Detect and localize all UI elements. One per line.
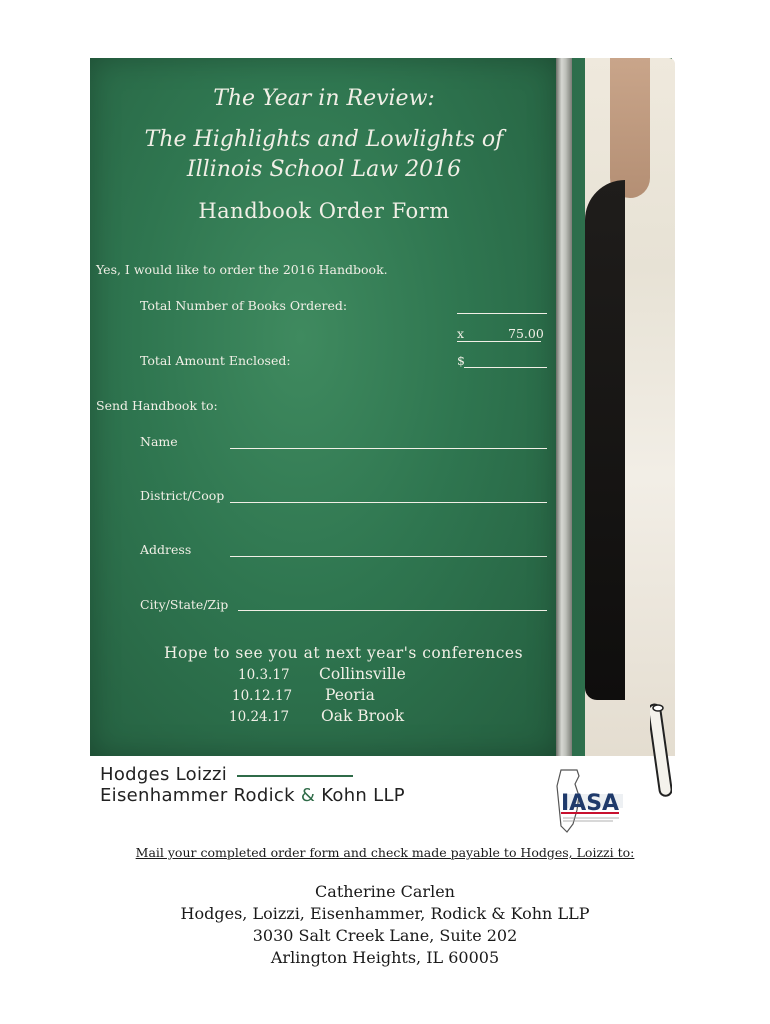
conference-city: Collinsville xyxy=(319,665,406,683)
conference-city: Peoria xyxy=(325,686,375,704)
firm-logo-name-b: Kohn LLP xyxy=(315,785,405,806)
firm-logo-line2 xyxy=(100,785,405,806)
conference-date: 10.3.17 xyxy=(238,667,290,683)
firm-logo-line1: Hodges Loizzi xyxy=(100,764,228,785)
person-hair xyxy=(585,180,625,700)
address-label: Address xyxy=(140,542,192,557)
iasa-logo-icon xyxy=(553,766,625,836)
iasa-logo-text: IASA xyxy=(561,791,620,816)
firm-logo-ampersand: & xyxy=(300,785,316,806)
recipient-company: Hodges, Loizzi, Eisenhammer, Rodick & Kohn LLP xyxy=(180,904,590,923)
conference-date: 10.12.17 xyxy=(232,688,293,704)
send-to-label: Send Handbook to: xyxy=(96,398,218,413)
total-books-label: Total Number of Books Ordered: xyxy=(140,298,348,313)
flyer-subtitle-line1: The Highlights and Lowlights of xyxy=(144,127,504,152)
unit-price: 75.00 xyxy=(508,326,544,341)
multiplier-sign: x xyxy=(457,326,465,341)
recipient-name: Catherine Carlen xyxy=(315,882,455,901)
recipient-street: 3030 Salt Creek Lane, Suite 202 xyxy=(252,926,518,945)
person-neck xyxy=(610,58,650,198)
flyer-title: The Year in Review: xyxy=(213,86,435,111)
chalk-icon xyxy=(650,700,672,800)
name-label: Name xyxy=(140,434,178,449)
firm-logo-name-a: Eisenhammer Rodick xyxy=(100,785,301,806)
name-field[interactable] xyxy=(230,448,547,449)
city-state-zip-field[interactable] xyxy=(238,610,547,611)
order-confirmation-text: Yes, I would like to order the 2016 Handbook. xyxy=(96,262,388,277)
firm-logo-rule xyxy=(237,775,353,777)
chalkboard-frame xyxy=(556,58,572,756)
conferences-heading: Hope to see you at next year's conferences xyxy=(164,644,524,662)
district-field[interactable] xyxy=(230,502,547,503)
conference-date: 10.24.17 xyxy=(229,709,290,725)
mail-instruction: Mail your completed order form and check made payable to Hodges, Loizzi to: xyxy=(135,845,635,860)
form-title: Handbook Order Form xyxy=(198,199,450,223)
total-amount-label: Total Amount Enclosed: xyxy=(140,353,291,368)
address-field[interactable] xyxy=(230,556,547,557)
total-amount-field[interactable] xyxy=(464,367,547,368)
city-state-zip-label: City/State/Zip xyxy=(140,597,229,612)
flyer-subtitle-line2: Illinois School Law 2016 xyxy=(186,157,462,182)
price-underline xyxy=(457,341,541,342)
district-label: District/Coop xyxy=(140,488,225,503)
total-books-field[interactable] xyxy=(457,313,547,314)
currency-sign: $ xyxy=(457,353,465,368)
recipient-city: Arlington Heights, IL 60005 xyxy=(270,948,500,967)
conference-city: Oak Brook xyxy=(321,707,405,725)
